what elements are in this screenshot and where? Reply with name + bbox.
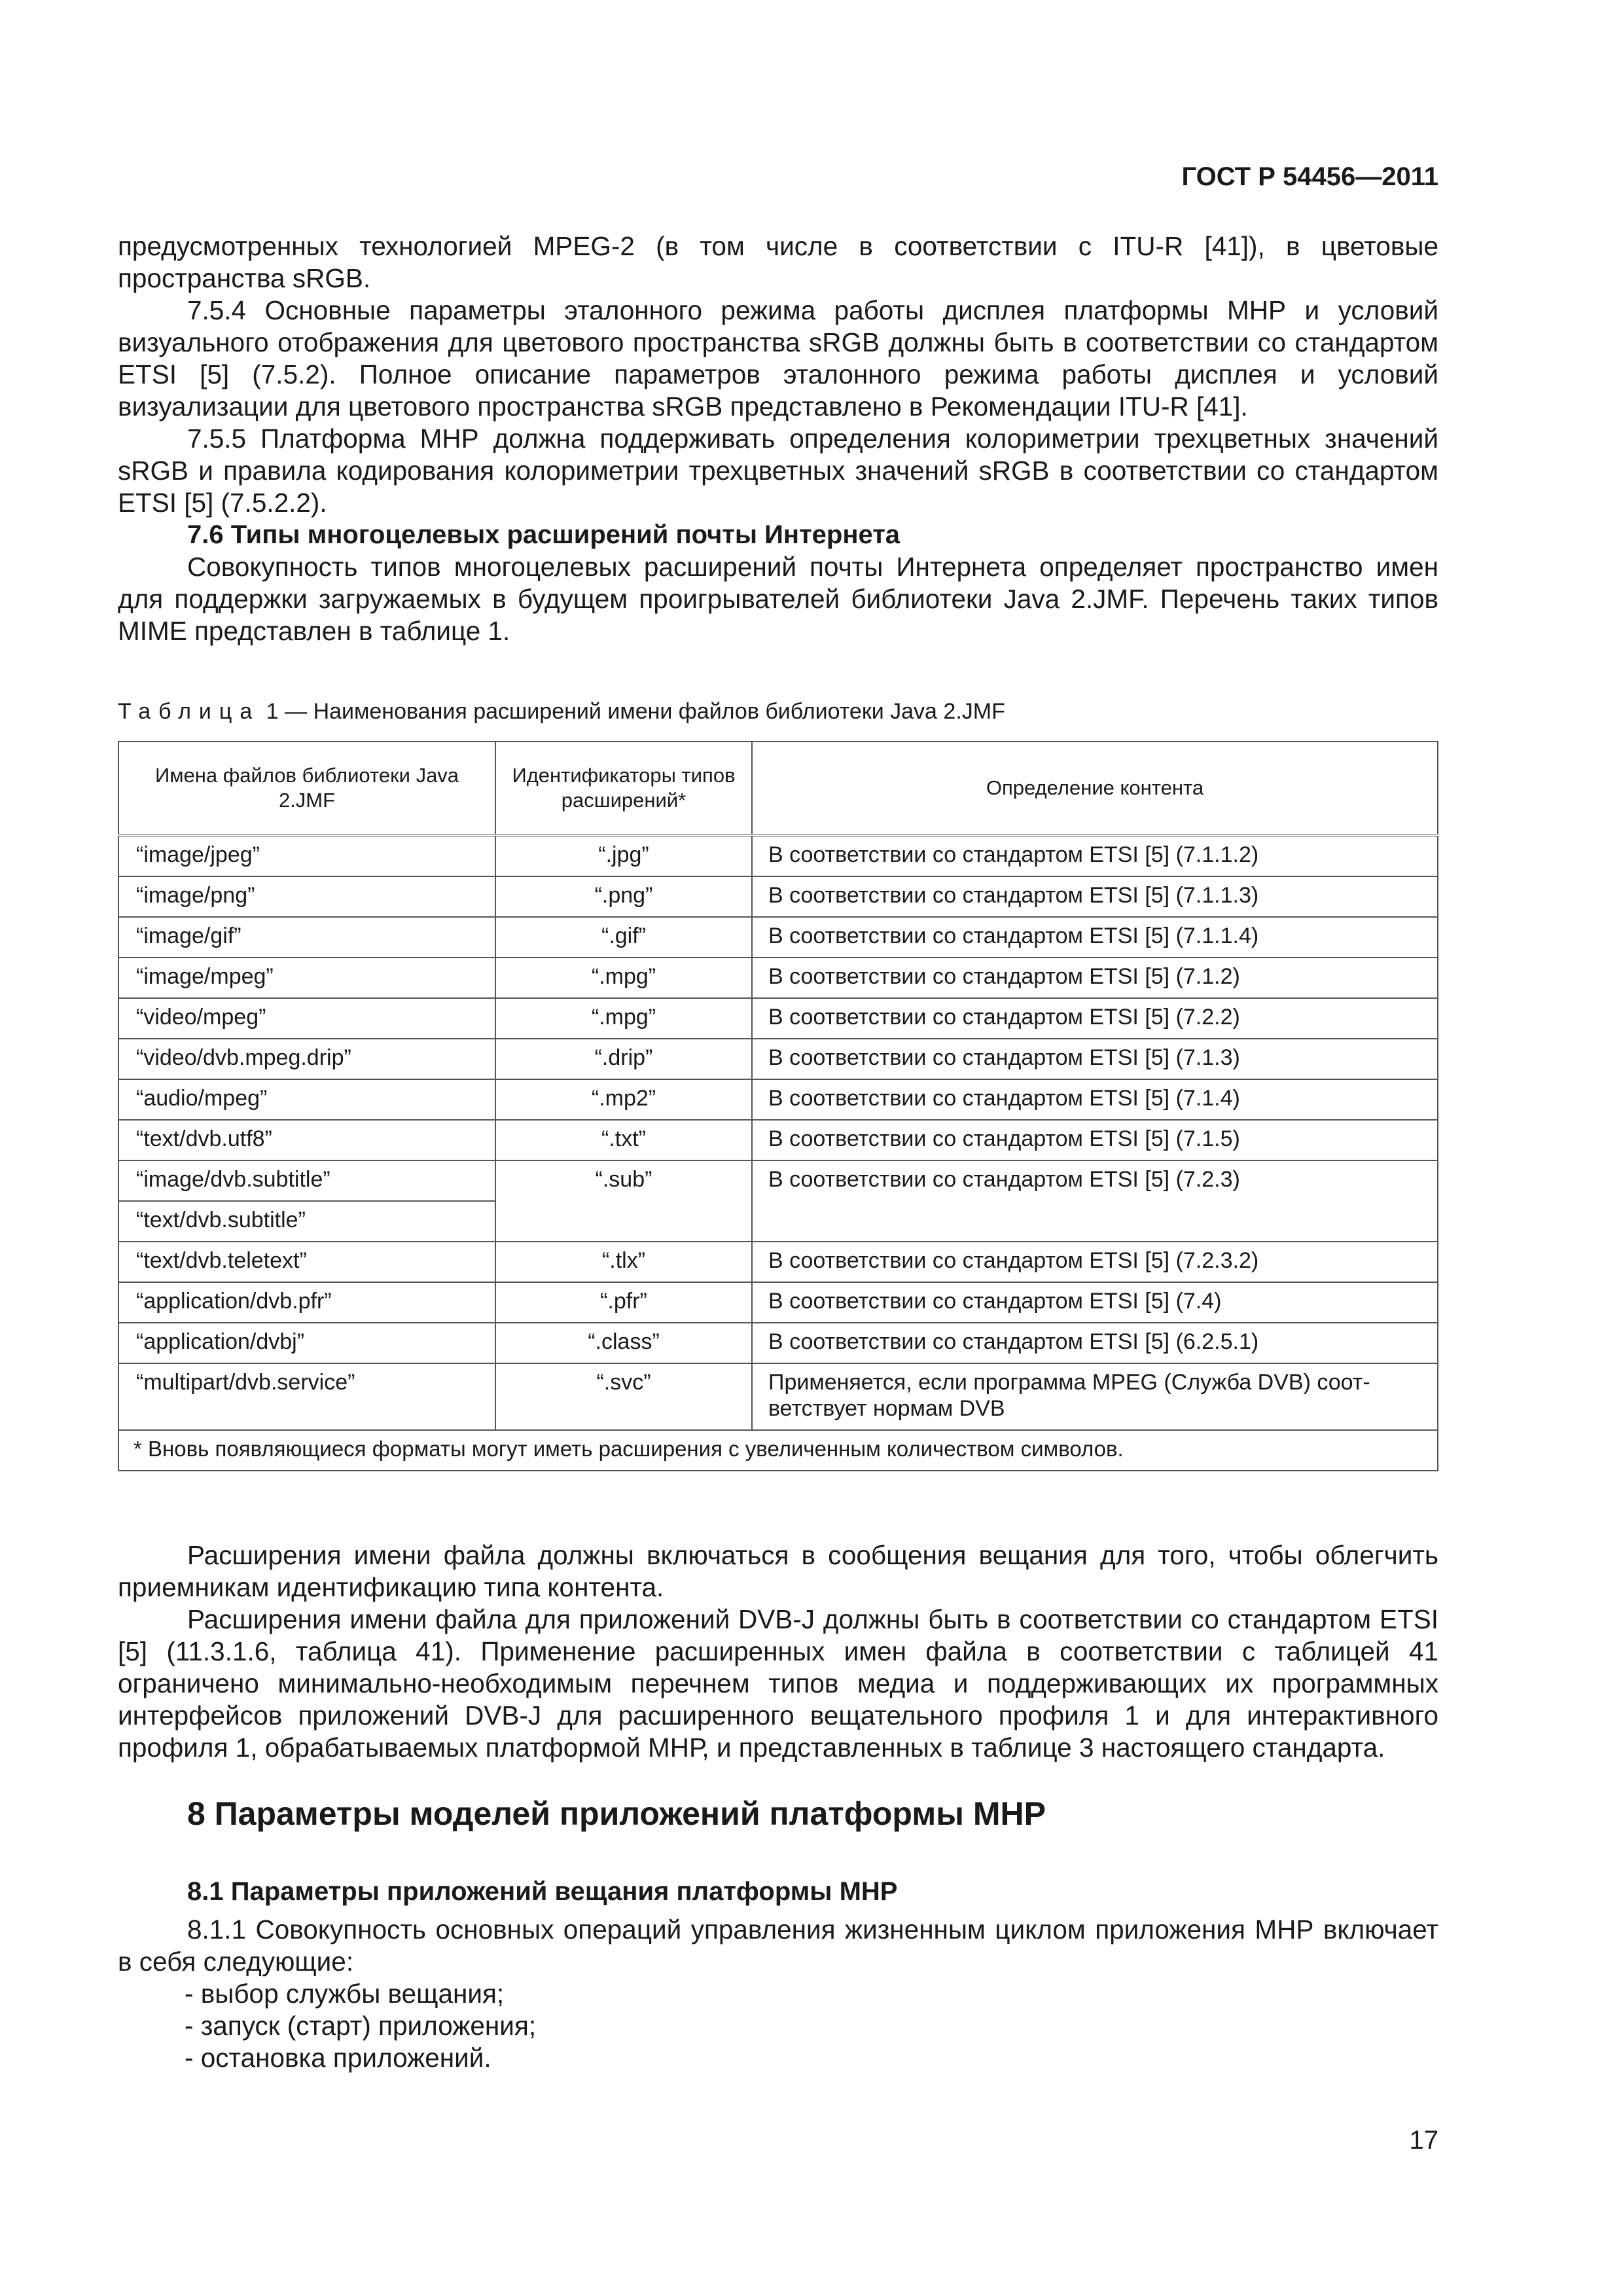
cell-extension: “.sub” — [495, 1160, 752, 1242]
cell-name: “video/dvb.mpeg.drip” — [118, 1039, 495, 1079]
paragraph-8-1-1: 8.1.1 Совокупность основных операций управления жизненным циклом приложения МНР включает в себя следующие: — [118, 1914, 1438, 1977]
cell-definition-line: Применяется, если программа MPEG (Служба DVB) соот- — [768, 1370, 1370, 1395]
cell-extension: “.jpg” — [495, 835, 752, 876]
cell-name: “video/mpeg” — [118, 998, 495, 1039]
table-row — [118, 1282, 1438, 1323]
cell-extension: “.gif” — [495, 917, 752, 958]
cell-extension: “.png” — [495, 876, 752, 917]
table-row — [118, 835, 1438, 876]
cell-name: “image/mpeg” — [118, 958, 495, 998]
cell-extension: “.mpg” — [495, 998, 752, 1039]
table-caption-word: Таблица — [118, 699, 260, 724]
paragraph-extensions-broadcast: Расширения имени файла должны включаться в сообщения вещания для того, чтобы облегчить приемникам идентификацию типа контента. — [118, 1540, 1438, 1602]
header-file-names: Имена файлов библиотеки Java 2.JMF — [118, 742, 495, 835]
cell-name: “text/dvb.teletext” — [118, 1242, 495, 1282]
cell-definition: В соответствии со стандартом ETSI [5] (7.1.1.4) — [752, 917, 1438, 958]
table-row — [118, 1242, 1438, 1282]
cell-extension: “.tlx” — [495, 1242, 752, 1282]
cell-name: “text/dvb.subtitle” — [118, 1201, 495, 1242]
document-code: ГОСТ Р 54456—2011 — [1181, 162, 1438, 191]
table-row — [118, 917, 1438, 958]
list-item: - выбор службы вещания; — [185, 1979, 505, 2009]
table-row — [118, 958, 1438, 998]
cell-name: “image/dvb.subtitle” — [118, 1160, 495, 1201]
paragraph-extensions-dvbj: Расширения имени файла для приложений DVB-J должны быть в соответствии со стандартом ETSI [5] (11.3.1.6, таблица 41). Применение расширенных имен файла в соответствии с таблицей 41 ограничено минимально-необходимым перечнем типов медиа и поддерживающих их программных интерфейсов приложений DVB-J для расширенного вещательного профиля 1 и для интерактивного профиля 1, обрабатываемых платформой МНР, и представленных в таблице 3 настоящего стандарта. — [118, 1604, 1438, 1763]
table-row — [118, 1039, 1438, 1079]
header-extension-ids: Идентификаторы типов расширений* — [495, 742, 752, 835]
table-row — [118, 1323, 1438, 1363]
cell-definition: В соответствии со стандартом ETSI [5] (7.2.3.2) — [752, 1242, 1438, 1282]
table-row — [118, 1160, 1438, 1201]
cell-definition: В соответствии со стандартом ETSI [5] (7.2.2) — [752, 998, 1438, 1039]
cell-name: “multipart/dvb.service” — [118, 1363, 495, 1430]
intro-text — [118, 230, 1438, 647]
paragraph-7-5-5: 7.5.5 Платформа МНР должна поддерживать определения колориметрии трехцветных значений sRGB и правила кодирования колориметрии трехцветных значений sRGB в соответствии со стандартом ETSI [5] (7.5.2.2). — [118, 423, 1438, 518]
header-content-definition: Определение контента — [752, 742, 1438, 835]
operations-list — [118, 1978, 1438, 2074]
cell-name: “application/dvbj” — [118, 1323, 495, 1363]
cell-name: “image/gif” — [118, 917, 495, 958]
cell-extension: “.class” — [495, 1323, 752, 1363]
table-footnote: * Вновь появляющиеся форматы могут иметь расширения с увеличенным количеством символов. — [118, 1430, 1438, 1471]
paragraph-7-5-4: 7.5.4 Основные параметры эталонного режима работы дисплея платформы МНР и условий визуального отображения для цветового пространства sRGB должны быть в соответствии со стандартом ETSI [5] (7.5.2). Полное описание параметров эталонного режима работы дисплея и условий визуализации для цветового пространства sRGB представлено в Рекомендации ITU-R [41]. — [118, 295, 1438, 422]
post-table-text — [118, 1539, 1438, 1764]
cell-name: “image/png” — [118, 876, 495, 917]
table-row — [118, 876, 1438, 917]
table-caption-text: 1 — Наименования расширений имени файлов библиотеки Java 2.JMF — [266, 699, 1005, 724]
cell-definition — [752, 1363, 1438, 1430]
paragraph-continued: предусмотренных технологией MPEG-2 (в том числе в соответствии с ITU-R [41]), в цветовые пространства sRGB. — [118, 231, 1438, 293]
cell-definition: В соответствии со стандартом ETSI [5] (6.2.5.1) — [752, 1323, 1438, 1363]
table-row — [118, 1120, 1438, 1160]
paragraph-7-6: Совокупность типов многоцелевых расширений почты Интернета определяет пространство имен для поддержки загружаемых в будущем проигрывателей библиотеки Java 2.JMF. Перечень таких типов MIME представлен в таблице 1. — [118, 552, 1438, 646]
cell-extension: “.svc” — [495, 1363, 752, 1430]
table-row — [118, 998, 1438, 1039]
cell-extension: “.pfr” — [495, 1282, 752, 1323]
cell-extension: “.drip” — [495, 1039, 752, 1079]
cell-definition: В соответствии со стандартом ETSI [5] (7.1.5) — [752, 1120, 1438, 1160]
cell-definition: В соответствии со стандартом ETSI [5] (7.1.1.2) — [752, 835, 1438, 876]
mime-types-table — [118, 741, 1438, 1471]
cell-name: “application/dvb.pfr” — [118, 1282, 495, 1323]
cell-extension: “.mp2” — [495, 1079, 752, 1120]
section-8-1-text — [118, 1914, 1438, 2074]
cell-extension: “.txt” — [495, 1120, 752, 1160]
cell-extension: “.mpg” — [495, 958, 752, 998]
table-row — [118, 1363, 1438, 1430]
cell-name: “image/jpeg” — [118, 835, 495, 876]
table-row — [118, 1079, 1438, 1120]
page-number: 17 — [1409, 2126, 1438, 2155]
heading-7-6: 7.6 Типы многоцелевых расширений почты Интернета — [187, 520, 901, 549]
cell-definition-line: ветствует нормам DVB — [768, 1396, 1005, 1421]
cell-definition: В соответствии со стандартом ETSI [5] (7.1.2) — [752, 958, 1438, 998]
list-item: - запуск (старт) приложения; — [185, 2011, 537, 2041]
table-caption — [118, 698, 1005, 725]
cell-definition: В соответствии со стандартом ETSI [5] (7.1.1.3) — [752, 876, 1438, 917]
section-8-1-heading: 8.1 Параметры приложений вещания платформы МНР — [187, 1877, 898, 1906]
cell-name: “text/dvb.utf8” — [118, 1120, 495, 1160]
section-8-heading: 8 Параметры моделей приложений платформы МНР — [187, 1795, 1046, 1832]
table-footnote-row — [118, 1430, 1438, 1471]
cell-definition: В соответствии со стандартом ETSI [5] (7.4) — [752, 1282, 1438, 1323]
cell-definition: В соответствии со стандартом ETSI [5] (7.2.3) — [752, 1160, 1438, 1242]
list-item: - остановка приложений. — [185, 2043, 491, 2073]
table-header-row — [118, 742, 1438, 835]
cell-definition: В соответствии со стандартом ETSI [5] (7.1.3) — [752, 1039, 1438, 1079]
cell-definition: В соответствии со стандартом ETSI [5] (7.1.4) — [752, 1079, 1438, 1120]
cell-name: “audio/mpeg” — [118, 1079, 495, 1120]
